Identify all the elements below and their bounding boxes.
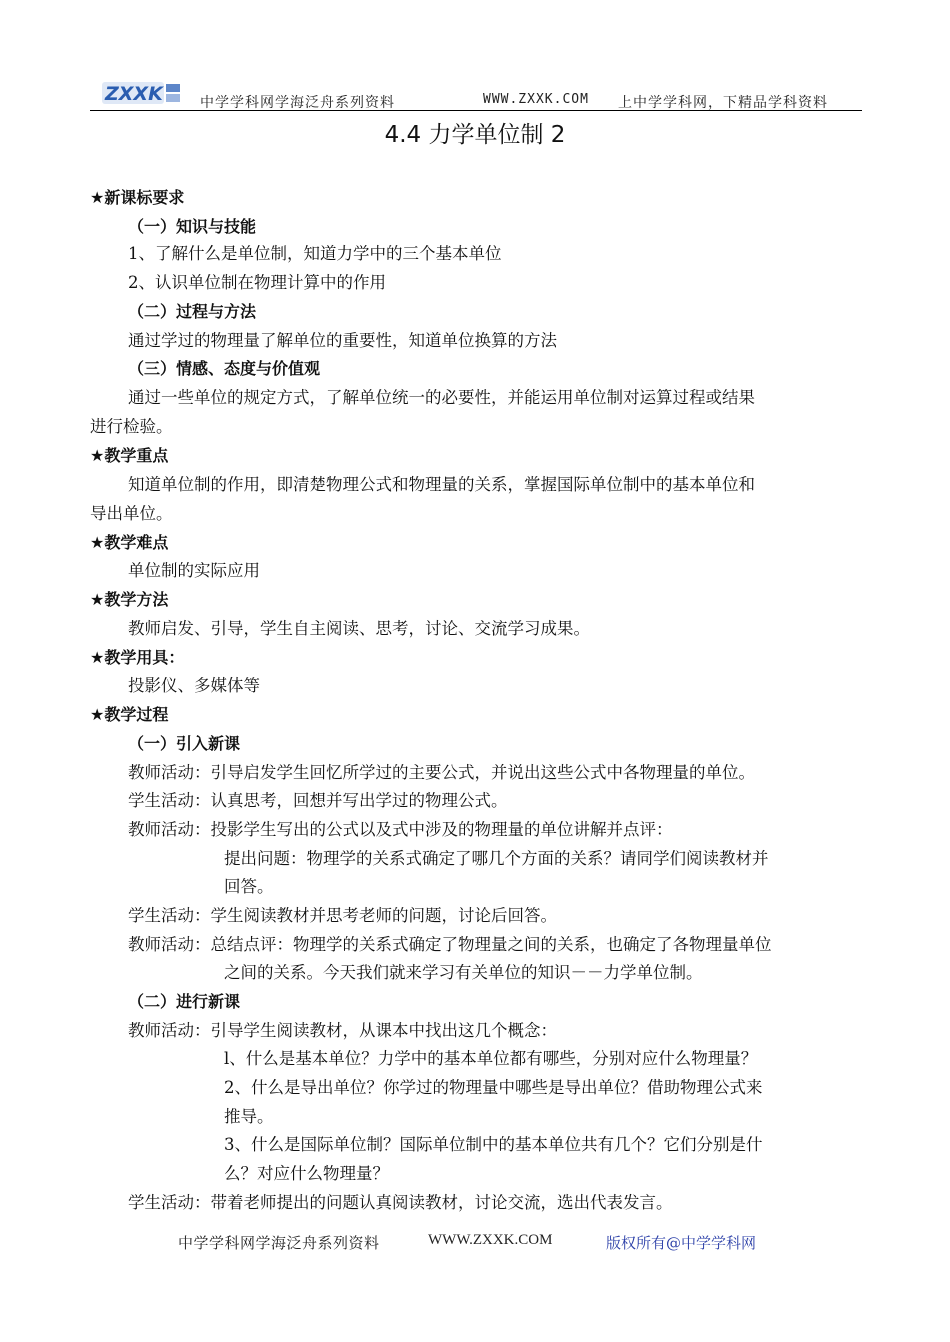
text-line: 教师启发、引导，学生自主阅读、思考，讨论、交流学习成果。 <box>128 619 590 638</box>
text-line: l、什么是基本单位？力学中的基本单位都有哪些，分别对应什么物理量？ <box>224 1049 758 1068</box>
text-line: 学生活动：带着老师提出的问题认真阅读教材，讨论交流，选出代表发言。 <box>128 1193 673 1212</box>
text-line: 回答。 <box>224 877 274 896</box>
sub-heading: （一）知识与技能 <box>128 217 257 236</box>
text-line: 单位制的实际应用 <box>128 561 260 580</box>
section-heading: ★教学用具： <box>90 648 185 667</box>
text-line: 投影仪、多媒体等 <box>128 676 260 695</box>
text-line: 提出问题：物理学的关系式确定了哪几个方面的关系？请同学们阅读教材并 <box>224 849 769 868</box>
text-line: 教师活动：投影学生写出的公式以及式中涉及的物理量的单位讲解并点评： <box>128 820 673 839</box>
text-line: 学生活动：认真思考，回想并写出学过的物理公式。 <box>128 791 508 810</box>
text-line: 教师活动：总结点评：物理学的关系式确定了物理量之间的关系，也确定了各物理量单位 <box>128 935 772 954</box>
text-line: 么？对应什么物理量？ <box>224 1164 389 1183</box>
page-title: 4.4 力学单位制 2 <box>384 122 566 148</box>
sub-heading: （二）过程与方法 <box>128 302 257 321</box>
page-header <box>90 76 862 111</box>
text-line: 进行检验。 <box>90 417 173 436</box>
text-line: 学生活动：学生阅读教材并思考老师的问题，讨论后回答。 <box>128 906 557 925</box>
text-line: 通过一些单位的规定方式，了解单位统一的必要性，并能运用单位制对运算过程或结果 <box>128 388 755 407</box>
header-left-text: 中学学科网学海泛舟系列资料 <box>200 95 395 111</box>
text-line: 通过学过的物理量了解单位的重要性，知道单位换算的方法 <box>128 331 557 350</box>
footer-left-text: 中学学科网学海泛舟系列资料 <box>178 1234 380 1252</box>
section-heading: ★教学过程 <box>90 705 169 724</box>
text-line: 2、什么是导出单位？你学过的物理量中哪些是导出单位？借助物理公式来 <box>224 1078 763 1097</box>
text-line: 教师活动：引导学生阅读教材，从课本中找出这几个概念： <box>128 1021 557 1040</box>
section-heading: ★教学难点 <box>90 533 169 552</box>
text-line: 知道单位制的作用，即清楚物理公式和物理量的关系，掌握国际单位制中的基本单位和 <box>128 475 755 494</box>
text-line: 1、了解什么是单位制，知道力学中的三个基本单位 <box>128 244 502 263</box>
zxxk-logo <box>102 80 182 106</box>
sub-heading: （一）引入新课 <box>128 734 241 753</box>
section-heading: ★教学方法 <box>90 590 169 609</box>
section-heading: ★教学重点 <box>90 446 169 465</box>
sub-heading: （二）进行新课 <box>128 992 241 1011</box>
text-line: 3、什么是国际单位制？国际单位制中的基本单位共有几个？它们分别是什 <box>224 1135 763 1154</box>
text-line: 推导。 <box>224 1107 274 1126</box>
text-line: 之间的关系。今天我们就来学习有关单位的知识－－力学单位制。 <box>224 963 703 982</box>
section-heading: ★新课标要求 <box>90 188 185 207</box>
text-line: 2、认识单位制在物理计算中的作用 <box>128 273 386 292</box>
footer-copyright: 版权所有@中学学科网 <box>606 1234 757 1252</box>
logo-text: ZXXK <box>105 83 163 105</box>
header-url: WWW.ZXXK.COM <box>483 92 589 107</box>
sub-heading: （三）情感、态度与价值观 <box>128 359 321 378</box>
header-slogan: 上中学学科网，下精品学科资料 <box>618 95 828 111</box>
text-line: 教师活动：引导启发学生回忆所学过的主要公式，并说出这些公式中各物理量的单位。 <box>128 763 755 782</box>
text-line: 导出单位。 <box>90 504 173 523</box>
footer-url: WWW.ZXXK.COM <box>428 1232 553 1248</box>
